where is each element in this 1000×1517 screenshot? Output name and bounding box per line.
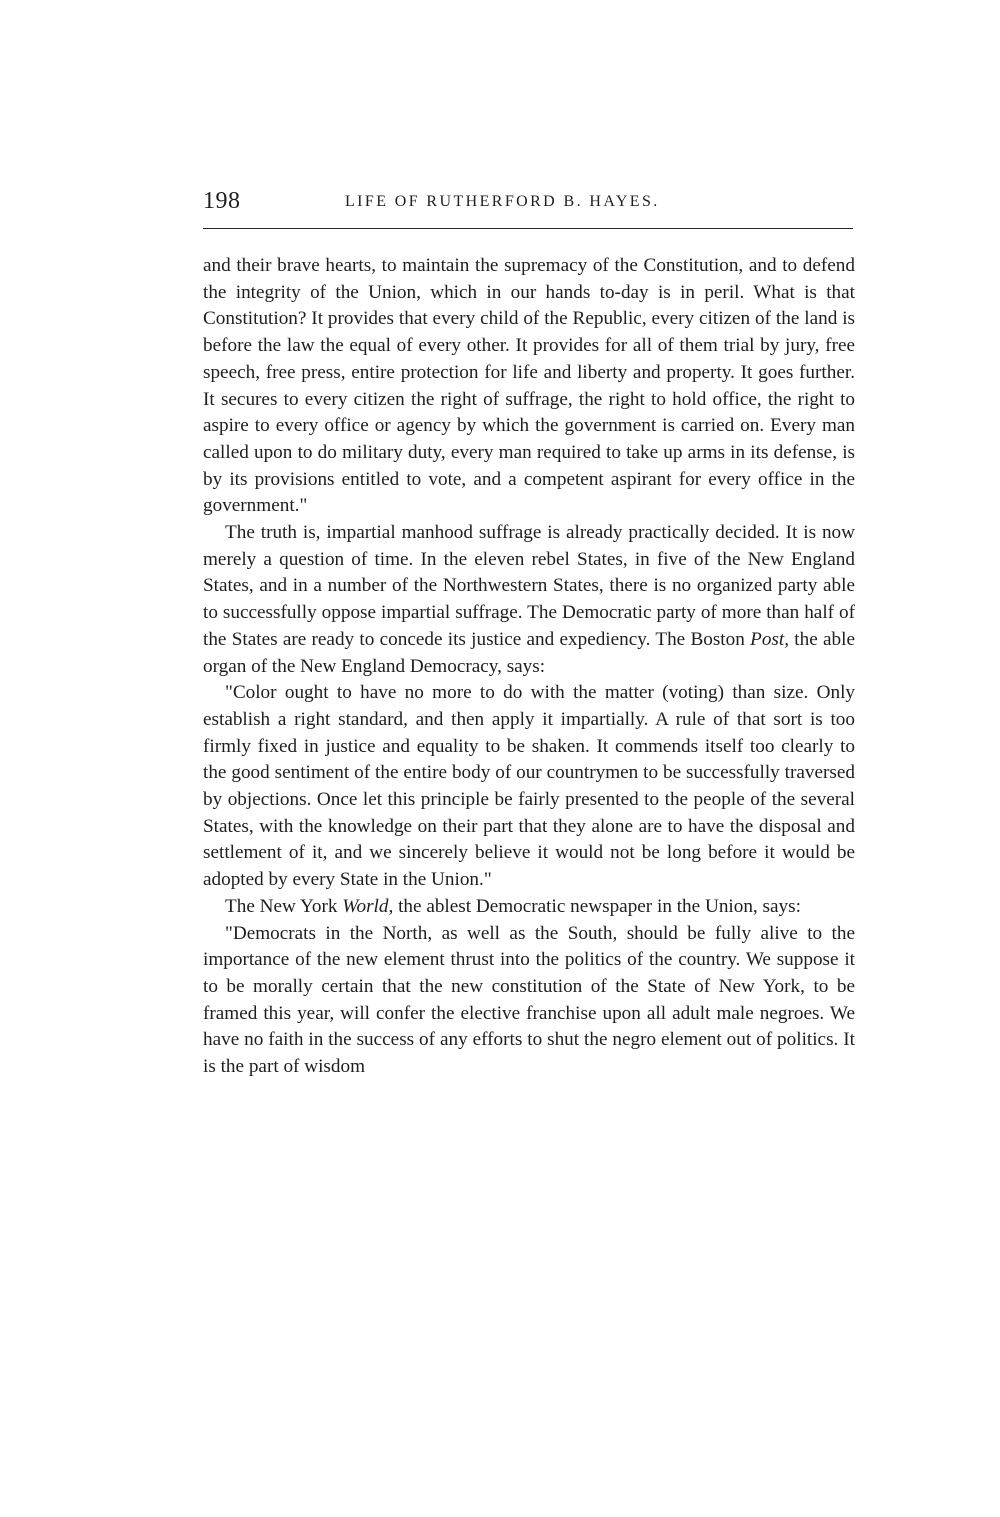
paragraph-impartial-suffrage [203,520,855,680]
paragraph-new-york-world [203,894,855,921]
newspaper-title: Post, [750,628,790,650]
paragraph-boston-post-quote: "Color ought to have no more to do with the matter (voting) than size. Only establish a right standard, and then apply it impartially. A rule of that sort is too firmly fixed in justice and equality to be shaken. It commends itself too clearly to the good sentiment of the entire body of our countrymen to be successfully traversed by objections. Once let this principle be fairly presented to the people of the several States, with the knowledge on their part that they alone are to have the disposal and settlement of it, and we sincerely believe it would not be long before it would be adopted by every State in the Union." [203,682,855,891]
paragraph-world-quote: "Democrats in the North, as well as the South, should be fully alive to the importance of the new element thrust into the politics of the country. We suppose it to be morally certain that the new constitution of the State of New York, to be framed this year, will confer the elective franchise upon all adult male negroes. We have no faith in the success of any efforts to shut the negro element out of politics. It is the part of wisdom [203,922,855,1078]
page-header [203,188,855,220]
newspaper-title: World, [342,895,394,917]
paragraph-text: The truth is, impartial manhood suffrage is already practically decided. It is now merely a question of time. In the eleven rebel States, in five of the New England States, and in a number of the Northwestern States, there is no organized party able to successfully oppose impartial suffrage. The Democratic party of more than half of the States are ready to concede its justice and expediency. The Boston [203,522,855,650]
paragraph-constitution-quote-end: and their brave hearts, to maintain the supremacy of the Constitution, and to defend the integrity of the Union, which in our hands to-day is in peril. What is that Constitution? It provides that every child of the Republic, every citizen of the land is before the law the equal of every other. It provides for all of them trial by jury, free speech, free press, entire protection for life and liberty and property. It goes further. It secures to every citizen the right of suffrage, the right to hold office, the right to aspire to every office or agency by which the government is carried on. Every man called upon to do military duty, every man required to take up arms in its defense, is by its provisions entitled to vote, and a competent aspirant for every office in the government." [203,255,855,517]
running-title: LIFE OF RUTHERFORD B. HAYES. [345,193,660,210]
page-number: 198 [203,188,241,214]
paragraph-text: the ablest Democratic newspaper in the Union, says: [393,895,801,917]
body-text [203,253,855,1081]
paragraph-text: the able organ of the New England Democracy, says: [203,628,855,677]
header-rule [203,228,853,229]
book-page [203,188,855,1078]
paragraph-text: The New York [225,895,343,917]
